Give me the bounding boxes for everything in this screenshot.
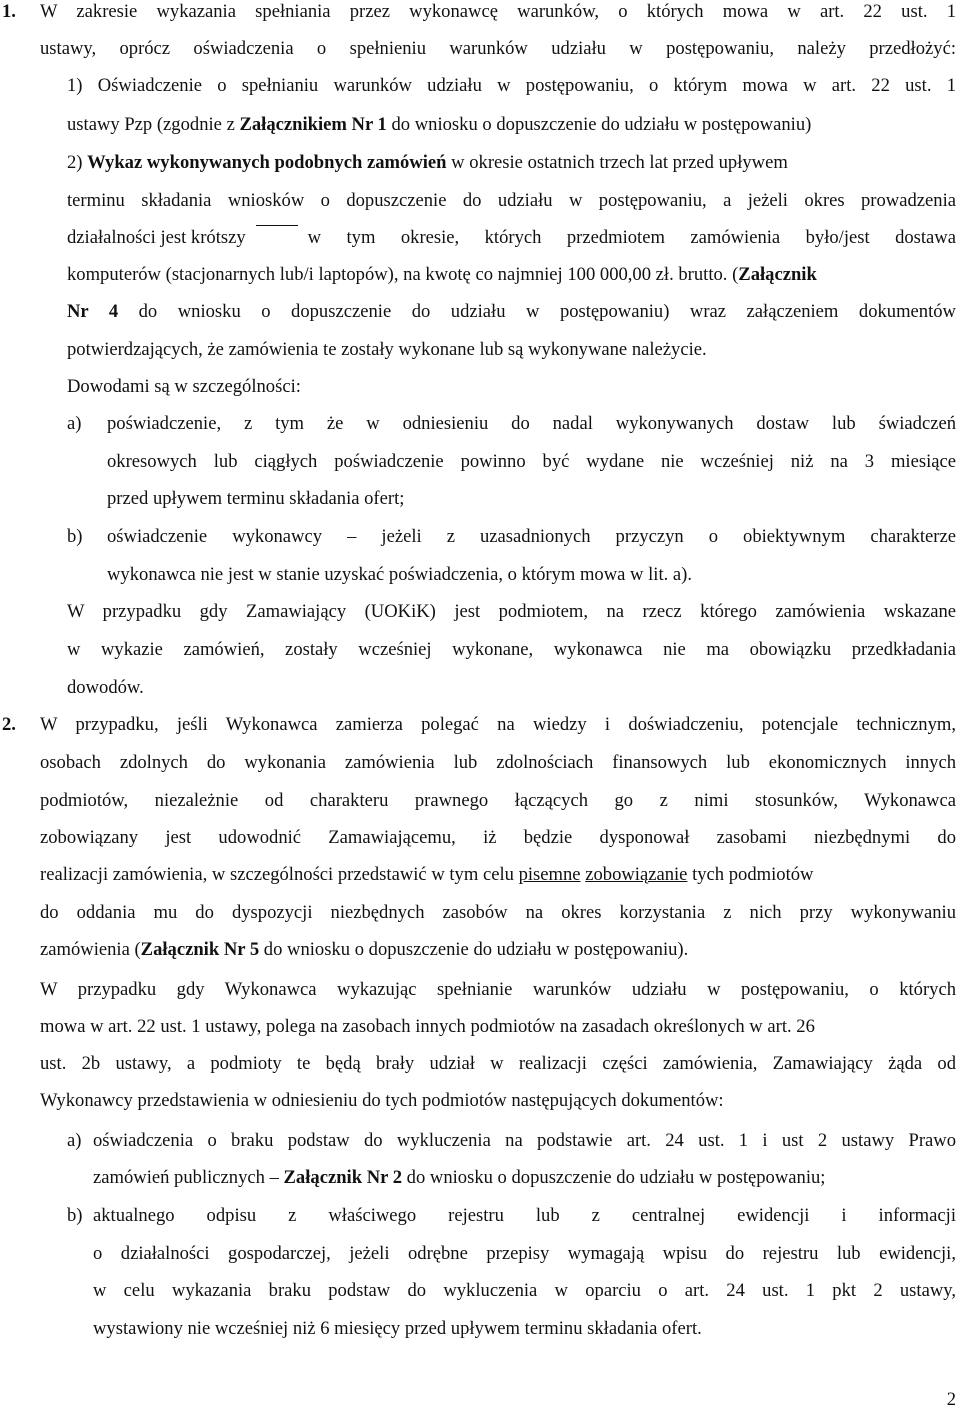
- proof-b-line-1: oświadczenie wykonawcy – jeżeli z uzasadnionych przyczyn o obiektywnym charakterze: [107, 526, 956, 547]
- section-1-number: 1.: [2, 1, 16, 22]
- item-2-line-3: działalności jest krótszy w tym okresie, których przedmiotem zamówienia było/jest dostawa: [67, 225, 956, 251]
- item-1-line-1: 1) Oświadczenie o spełnianiu warunków udziału w postępowaniu, o którym mowa w art. 22 ust. 1: [67, 75, 956, 96]
- proof-a-line-1: poświadczenie, z tym że w odniesieniu do nadal wykonywanych dostaw lub świadczeń: [107, 413, 956, 434]
- item-2-line-1: 2) Wykaz wykonywanych podobnych zamówień w okresie ostatnich trzech lat przed upływem: [67, 152, 788, 173]
- section-2-para-2-line-1: W przypadku gdy Wykonawca wykazując spełnianie warunków udziału w postępowaniu, o których: [40, 979, 956, 1000]
- section-2-para-2-line-2: mowa w art. 22 ust. 1 ustawy, polega na zasobach innych podmiotów na zasadach określonych w art. 26: [40, 1016, 815, 1037]
- section-2-line-2: osobach zdolnych do wykonania zamówienia lub zdolnościach finansowych lub ekonomicznych innych: [40, 752, 956, 773]
- attachment-1-ref: Załącznikiem Nr 1: [239, 114, 387, 135]
- note-line-2: w wykazie zamówień, zostały wcześniej wykonane, wykonawca nie ma obowiązku przedkładania: [67, 639, 956, 660]
- proof-a-line-2: okresowych lub ciągłych poświadczenie powinno być wydane nie wcześniej niż na 3 miesiące: [107, 451, 956, 472]
- em-dash: [256, 225, 298, 251]
- section-2-line-4: zobowiązany jest udowodnić Zamawiającemu, iż będzie dysponował zasobami niezbędnymi do: [40, 827, 956, 848]
- item-2-line-5: Nr 4 do wniosku o dopuszczenie do udziału w postępowaniu) wraz załączeniem dokumentów: [67, 301, 956, 322]
- proof-b-mark: b): [67, 526, 83, 547]
- doc-a-mark: a): [67, 1130, 82, 1151]
- section-2-para-2-line-3: ust. 2b ustawy, a podmioty te będą brały udział w realizacji części zamówienia, Zamawiający żąda od: [40, 1053, 956, 1074]
- section-2-para-2-line-4: Wykonawcy przedstawienia w odniesieniu do tych podmiotów następujących dokumentów:: [40, 1090, 724, 1111]
- proof-intro: Dowodami są w szczególności:: [67, 376, 301, 397]
- section-2-line-3: podmiotów, niezależnie od charakteru prawnego łączących go z nimi stosunków, Wykonawca: [40, 790, 956, 811]
- doc-a-line-1: oświadczenia o braku podstaw do wykluczenia na podstawie art. 24 ust. 1 i ust 2 ustawy Prawo: [93, 1130, 956, 1151]
- doc-b-line-1: aktualnego odpisu z właściwego rejestru lub z centralnej ewidencji i informacji: [93, 1205, 956, 1226]
- orders-list-heading: Wykaz wykonywanych podobnych zamówień: [87, 152, 447, 173]
- section-2-line-1: W przypadku, jeśli Wykonawca zamierza polegać na wiedzy i doświadczeniu, potencjale technicznym,: [40, 714, 956, 735]
- item-1-line-2: ustawy Pzp (zgodnie z Załącznikiem Nr 1 do wniosku o dopuszczenie do udziału w postępowaniu): [67, 114, 812, 135]
- section-1-line-1: W zakresie wykazania spełniania przez wykonawcę warunków, o których mowa w art. 22 ust. 1: [40, 1, 956, 22]
- attachment-4-ref: Załącznik: [738, 264, 817, 285]
- section-2-line-7: zamówienia (Załącznik Nr 5 do wniosku o dopuszczenie do udziału w postępowaniu).: [40, 939, 689, 960]
- doc-a-line-2: zamówień publicznych – Załącznik Nr 2 do wniosku o dopuszczenie do udziału w postępowaniu;: [93, 1167, 826, 1188]
- proof-b-line-2: wykonawca nie jest w stanie uzyskać poświadczenia, o którym mowa w lit. a).: [107, 564, 693, 585]
- section-1-line-2: ustawy, oprócz oświadczenia o spełnieniu warunków udziału w postępowaniu, należy przedłożyć:: [40, 38, 956, 59]
- doc-b-line-3: w celu wykazania braku podstaw do wykluczenia w oparciu o art. 24 ust. 1 pkt 2 ustawy,: [93, 1280, 956, 1301]
- section-2-line-6: do oddania mu do dyspozycji niezbędnych zasobów na okres korzystania z nich przy wykonywaniu: [40, 902, 956, 923]
- proof-a-mark: a): [67, 413, 82, 434]
- doc-b-mark: b): [67, 1205, 83, 1226]
- page-number: 2: [946, 1389, 956, 1410]
- item-2-line-4: komputerów (stacjonarnych lub/i laptopów), na kwotę co najmniej 100 000,00 zł. brutto. (Załącznik: [67, 264, 817, 285]
- proof-a-line-3: przed upływem terminu składania ofert;: [107, 488, 405, 509]
- attachment-5-ref: Załącznik Nr 5: [140, 939, 260, 960]
- note-line-3: dowodów.: [67, 677, 144, 698]
- section-2-line-5: realizacji zamówienia, w szczególności przedstawić w tym celu pisemne zobowiązanie tych podmiotów: [40, 864, 814, 885]
- attachment-2-ref: Załącznik Nr 2: [283, 1167, 402, 1188]
- item-2-line-2: terminu składania wniosków o dopuszczenie do udziału w postępowaniu, a jeżeli okres prowadzenia: [67, 190, 956, 211]
- doc-b-line-2: o działalności gospodarczej, jeżeli odrębne przepisy wymagają wpisu do rejestru lub ewidencji,: [93, 1243, 956, 1264]
- doc-b-line-4: wystawiony nie wcześniej niż 6 miesięcy przed upływem terminu składania ofert.: [93, 1318, 702, 1339]
- note-line-1: W przypadku gdy Zamawiający (UOKiK) jest podmiotem, na rzecz którego zamówienia wskazane: [67, 601, 956, 622]
- item-2-line-6: potwierdzających, że zamówienia te zostały wykonane lub są wykonywane należycie.: [67, 339, 707, 360]
- section-2-number: 2.: [2, 714, 16, 735]
